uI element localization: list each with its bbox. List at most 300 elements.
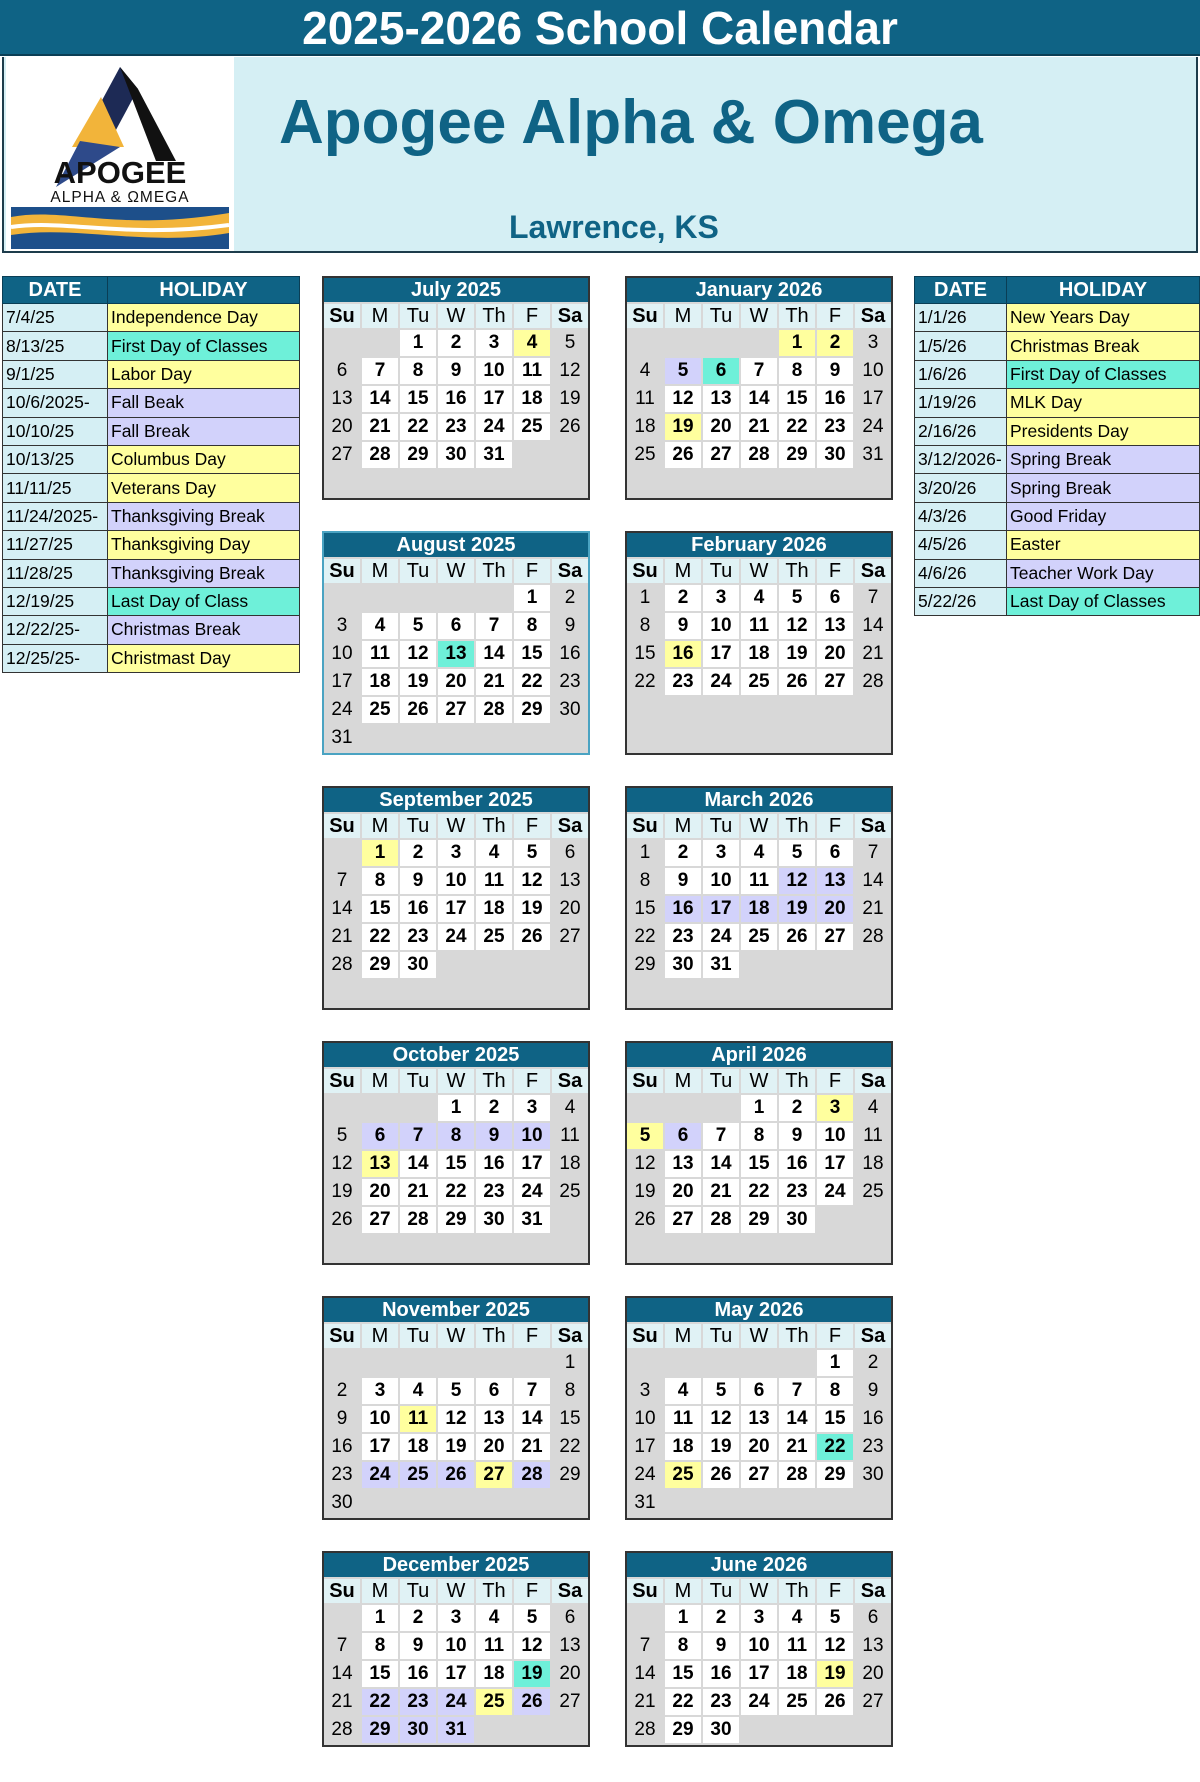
calendar-day: 11 bbox=[552, 1123, 588, 1149]
holiday-name: Labor Day bbox=[108, 360, 300, 388]
calendar-day: 10 bbox=[476, 358, 512, 384]
calendar-day: 4 bbox=[362, 613, 398, 639]
weekday-header: F bbox=[817, 559, 853, 583]
holiday-date: 11/28/25 bbox=[3, 559, 108, 587]
calendar-day: 12 bbox=[817, 1633, 853, 1659]
calendar-day: 6 bbox=[665, 1123, 701, 1149]
calendar-day: 4 bbox=[627, 358, 663, 384]
holiday-row bbox=[3, 502, 300, 530]
calendar-day: 3 bbox=[362, 1378, 398, 1404]
calendar-day: 23 bbox=[438, 414, 474, 440]
empty-day bbox=[741, 330, 777, 356]
empty-day bbox=[514, 1490, 550, 1516]
calendar-day: 7 bbox=[741, 358, 777, 384]
weekday-header: Tu bbox=[703, 1324, 739, 1348]
calendar-day: 15 bbox=[817, 1406, 853, 1432]
calendar-day: 13 bbox=[362, 1151, 398, 1177]
weekday-header: M bbox=[665, 814, 701, 838]
apogee-logo-icon bbox=[6, 57, 234, 251]
calendar-day: 16 bbox=[817, 386, 853, 412]
calendar-day: 18 bbox=[552, 1151, 588, 1177]
holiday-name: First Day of Classes bbox=[1007, 360, 1200, 388]
holiday-date: 7/4/25 bbox=[3, 304, 108, 332]
empty-day bbox=[400, 1350, 436, 1376]
holiday-date: 1/6/26 bbox=[915, 360, 1007, 388]
calendar-day: 21 bbox=[779, 1434, 815, 1460]
calendar-day: 9 bbox=[438, 358, 474, 384]
calendar-day: 7 bbox=[627, 1633, 663, 1659]
calendar-day: 18 bbox=[779, 1661, 815, 1687]
calendar-day: 3 bbox=[703, 840, 739, 866]
empty-day bbox=[324, 980, 360, 1006]
weekday-header: W bbox=[741, 814, 777, 838]
weekday-header: Th bbox=[476, 1579, 512, 1603]
calendar-day: 19 bbox=[779, 896, 815, 922]
weekday-header: F bbox=[817, 814, 853, 838]
calendar-day: 19 bbox=[514, 896, 550, 922]
month-title: August 2025 bbox=[324, 533, 588, 557]
empty-day bbox=[438, 1235, 474, 1261]
calendar-day: 8 bbox=[779, 358, 815, 384]
calendar-day: 14 bbox=[324, 1661, 360, 1687]
calendar-day: 1 bbox=[817, 1350, 853, 1376]
calendar-day: 23 bbox=[665, 669, 701, 695]
calendar-day: 15 bbox=[514, 641, 550, 667]
weekday-header: W bbox=[741, 1579, 777, 1603]
calendar-day: 30 bbox=[476, 1207, 512, 1233]
calendar-day: 6 bbox=[817, 585, 853, 611]
calendar-day: 25 bbox=[400, 1462, 436, 1488]
empty-day bbox=[779, 470, 815, 496]
holiday-row bbox=[915, 531, 1200, 559]
calendar-day: 1 bbox=[514, 585, 550, 611]
calendar-day: 21 bbox=[476, 669, 512, 695]
holiday-row bbox=[915, 389, 1200, 417]
calendar-day: 1 bbox=[438, 1095, 474, 1121]
calendar-day: 16 bbox=[476, 1151, 512, 1177]
calendar-day: 6 bbox=[324, 358, 360, 384]
weekday-header: M bbox=[362, 304, 398, 328]
empty-day bbox=[400, 725, 436, 751]
weekday-header: F bbox=[514, 304, 550, 328]
calendar-day: 24 bbox=[438, 924, 474, 950]
empty-day bbox=[703, 1350, 739, 1376]
calendar-day: 8 bbox=[627, 868, 663, 894]
calendar-day: 23 bbox=[817, 414, 853, 440]
empty-day bbox=[400, 470, 436, 496]
calendar-day: 2 bbox=[324, 1378, 360, 1404]
holiday-row bbox=[915, 332, 1200, 360]
calendar-day: 24 bbox=[741, 1689, 777, 1715]
weekday-header: F bbox=[514, 1324, 550, 1348]
empty-day bbox=[665, 725, 701, 751]
calendar-day: 12 bbox=[665, 386, 701, 412]
calendar-day: 13 bbox=[552, 1633, 588, 1659]
calendar-day: 5 bbox=[627, 1123, 663, 1149]
calendar-day: 29 bbox=[741, 1207, 777, 1233]
empty-day bbox=[324, 585, 360, 611]
calendar-day: 11 bbox=[627, 386, 663, 412]
weekday-header: M bbox=[665, 1579, 701, 1603]
calendar-day: 5 bbox=[779, 585, 815, 611]
holiday-name: Spring Break bbox=[1007, 474, 1200, 502]
calendar-day: 23 bbox=[400, 924, 436, 950]
empty-day bbox=[703, 697, 739, 723]
calendar-day: 31 bbox=[855, 442, 891, 468]
weekday-header: M bbox=[665, 304, 701, 328]
calendar-day: 18 bbox=[741, 641, 777, 667]
calendar-day: 28 bbox=[476, 697, 512, 723]
weekday-header: Su bbox=[324, 1579, 360, 1603]
calendar-day: 27 bbox=[552, 924, 588, 950]
weekday-header: Su bbox=[627, 304, 663, 328]
weekday-header: M bbox=[665, 1069, 701, 1093]
calendar-day: 8 bbox=[552, 1378, 588, 1404]
calendar-day: 4 bbox=[741, 585, 777, 611]
empty-day bbox=[817, 1207, 853, 1233]
calendar-day: 3 bbox=[817, 1095, 853, 1121]
weekday-header: Su bbox=[324, 1069, 360, 1093]
calendar-day: 25 bbox=[627, 442, 663, 468]
empty-day bbox=[665, 1095, 701, 1121]
calendar-day: 2 bbox=[855, 1350, 891, 1376]
calendar-day: 30 bbox=[779, 1207, 815, 1233]
calendar-day: 26 bbox=[665, 442, 701, 468]
school-banner bbox=[2, 57, 1198, 253]
calendar-day: 10 bbox=[855, 358, 891, 384]
empty-day bbox=[817, 1490, 853, 1516]
calendar-day: 28 bbox=[741, 442, 777, 468]
calendar-day: 6 bbox=[703, 358, 739, 384]
calendar-day: 8 bbox=[665, 1633, 701, 1659]
month-calendar bbox=[322, 786, 590, 1010]
calendar-day: 13 bbox=[552, 868, 588, 894]
weekday-header: Tu bbox=[703, 1069, 739, 1093]
calendar-day: 20 bbox=[817, 641, 853, 667]
calendar-day: 22 bbox=[400, 414, 436, 440]
calendar-day: 8 bbox=[362, 1633, 398, 1659]
calendar-day: 22 bbox=[817, 1434, 853, 1460]
weekday-header: Sa bbox=[552, 1069, 588, 1093]
calendar-day: 2 bbox=[665, 585, 701, 611]
holiday-name: Veterans Day bbox=[108, 474, 300, 502]
calendar-day: 14 bbox=[703, 1151, 739, 1177]
month-calendar bbox=[625, 531, 893, 755]
holiday-row bbox=[915, 587, 1200, 615]
month-title: July 2025 bbox=[324, 278, 588, 302]
empty-day bbox=[665, 1235, 701, 1261]
calendar-day: 14 bbox=[855, 613, 891, 639]
empty-day bbox=[552, 470, 588, 496]
empty-day bbox=[779, 725, 815, 751]
calendar-day: 16 bbox=[400, 896, 436, 922]
calendar-day: 7 bbox=[855, 585, 891, 611]
empty-day bbox=[362, 980, 398, 1006]
empty-day bbox=[627, 330, 663, 356]
calendar-day: 28 bbox=[855, 669, 891, 695]
month-calendar bbox=[322, 1041, 590, 1265]
empty-day bbox=[324, 840, 360, 866]
calendar-day: 10 bbox=[438, 1633, 474, 1659]
calendar-day: 14 bbox=[476, 641, 512, 667]
fall-holiday-table bbox=[2, 276, 300, 673]
calendar-day: 16 bbox=[665, 896, 701, 922]
empty-day bbox=[552, 980, 588, 1006]
empty-day bbox=[741, 470, 777, 496]
weekday-header: W bbox=[741, 304, 777, 328]
month-calendar bbox=[322, 1551, 590, 1747]
calendar-day: 27 bbox=[362, 1207, 398, 1233]
calendar-day: 16 bbox=[324, 1434, 360, 1460]
calendar-day: 1 bbox=[779, 330, 815, 356]
calendar-day: 16 bbox=[665, 641, 701, 667]
weekday-header: M bbox=[362, 1069, 398, 1093]
weekday-header: W bbox=[438, 814, 474, 838]
calendar-day: 12 bbox=[400, 641, 436, 667]
calendar-day: 17 bbox=[438, 1661, 474, 1687]
calendar-day: 11 bbox=[476, 868, 512, 894]
calendar-day: 15 bbox=[438, 1151, 474, 1177]
empty-day bbox=[552, 1717, 588, 1743]
weekday-header: Su bbox=[627, 1324, 663, 1348]
calendar-day: 27 bbox=[552, 1689, 588, 1715]
calendar-day: 31 bbox=[438, 1717, 474, 1743]
empty-day bbox=[400, 1490, 436, 1516]
calendar-day: 13 bbox=[476, 1406, 512, 1432]
calendar-day: 8 bbox=[400, 358, 436, 384]
calendar-day: 5 bbox=[703, 1378, 739, 1404]
empty-day bbox=[514, 1350, 550, 1376]
empty-day bbox=[476, 470, 512, 496]
empty-day bbox=[476, 1717, 512, 1743]
calendar-day: 24 bbox=[362, 1462, 398, 1488]
holiday-date: 1/5/26 bbox=[915, 332, 1007, 360]
weekday-header: Th bbox=[779, 814, 815, 838]
calendar-day: 9 bbox=[665, 613, 701, 639]
calendar-day: 22 bbox=[627, 924, 663, 950]
calendar-day: 3 bbox=[741, 1605, 777, 1631]
holiday-row bbox=[915, 360, 1200, 388]
calendar-day: 22 bbox=[514, 669, 550, 695]
empty-day bbox=[627, 470, 663, 496]
holiday-row bbox=[3, 559, 300, 587]
calendar-day: 14 bbox=[362, 386, 398, 412]
holiday-date: 1/1/26 bbox=[915, 304, 1007, 332]
empty-day bbox=[438, 952, 474, 978]
calendar-day: 9 bbox=[476, 1123, 512, 1149]
empty-day bbox=[779, 1350, 815, 1376]
empty-day bbox=[627, 980, 663, 1006]
calendar-day: 12 bbox=[627, 1151, 663, 1177]
weekday-header: Sa bbox=[552, 304, 588, 328]
calendar-day: 23 bbox=[400, 1689, 436, 1715]
empty-day bbox=[665, 470, 701, 496]
calendar-day: 15 bbox=[741, 1151, 777, 1177]
calendar-day: 4 bbox=[665, 1378, 701, 1404]
empty-day bbox=[438, 585, 474, 611]
weekday-header: M bbox=[665, 1324, 701, 1348]
weekday-header: W bbox=[438, 1324, 474, 1348]
calendar-day: 5 bbox=[779, 840, 815, 866]
holiday-row bbox=[3, 332, 300, 360]
empty-day bbox=[400, 980, 436, 1006]
calendar-day: 22 bbox=[665, 1689, 701, 1715]
month-calendar bbox=[625, 1041, 893, 1265]
calendar-day: 4 bbox=[779, 1605, 815, 1631]
calendar-day: 6 bbox=[817, 840, 853, 866]
empty-day bbox=[779, 980, 815, 1006]
calendar-day: 7 bbox=[324, 868, 360, 894]
calendar-day: 10 bbox=[514, 1123, 550, 1149]
holiday-column-header: HOLIDAY bbox=[1007, 277, 1200, 304]
weekday-header: Sa bbox=[855, 1579, 891, 1603]
calendar-day: 21 bbox=[400, 1179, 436, 1205]
calendar-day: 25 bbox=[476, 924, 512, 950]
calendar-day: 7 bbox=[779, 1378, 815, 1404]
calendar-day: 25 bbox=[741, 924, 777, 950]
holiday-row bbox=[3, 616, 300, 644]
calendar-day: 6 bbox=[476, 1378, 512, 1404]
calendar-day: 29 bbox=[400, 442, 436, 468]
holiday-row bbox=[915, 502, 1200, 530]
empty-day bbox=[552, 1235, 588, 1261]
empty-day bbox=[817, 1717, 853, 1743]
weekday-header: Tu bbox=[400, 559, 436, 583]
empty-day bbox=[817, 1235, 853, 1261]
weekday-header: W bbox=[741, 1069, 777, 1093]
calendar-day: 26 bbox=[514, 924, 550, 950]
empty-day bbox=[514, 470, 550, 496]
calendar-day: 5 bbox=[400, 613, 436, 639]
holiday-date: 5/22/26 bbox=[915, 587, 1007, 615]
calendar-day: 2 bbox=[438, 330, 474, 356]
calendar-day: 14 bbox=[855, 868, 891, 894]
holiday-date: 3/20/26 bbox=[915, 474, 1007, 502]
page-title: 2025-2026 School Calendar bbox=[0, 0, 1200, 56]
holiday-date: 3/12/2026- bbox=[915, 445, 1007, 473]
weekday-header: Sa bbox=[552, 559, 588, 583]
empty-day bbox=[855, 697, 891, 723]
calendar-day: 25 bbox=[741, 669, 777, 695]
empty-day bbox=[817, 470, 853, 496]
calendar-day: 18 bbox=[400, 1434, 436, 1460]
calendar-day: 13 bbox=[855, 1633, 891, 1659]
calendar-day: 21 bbox=[514, 1434, 550, 1460]
weekday-header: Th bbox=[476, 304, 512, 328]
calendar-day: 24 bbox=[703, 669, 739, 695]
calendar-day: 18 bbox=[362, 669, 398, 695]
calendar-day: 13 bbox=[703, 386, 739, 412]
calendar-day: 26 bbox=[438, 1462, 474, 1488]
calendar-day: 12 bbox=[779, 868, 815, 894]
calendar-day: 30 bbox=[817, 442, 853, 468]
holiday-row bbox=[3, 644, 300, 672]
calendar-day: 16 bbox=[855, 1406, 891, 1432]
calendar-day: 13 bbox=[817, 613, 853, 639]
empty-day bbox=[817, 980, 853, 1006]
calendar-day: 4 bbox=[741, 840, 777, 866]
holiday-row bbox=[915, 559, 1200, 587]
calendar-day: 2 bbox=[779, 1095, 815, 1121]
holiday-date: 12/19/25 bbox=[3, 587, 108, 615]
holiday-row bbox=[3, 474, 300, 502]
empty-day bbox=[438, 1350, 474, 1376]
holiday-date: 2/16/26 bbox=[915, 417, 1007, 445]
calendar-day: 9 bbox=[324, 1406, 360, 1432]
calendar-day: 16 bbox=[400, 1661, 436, 1687]
calendar-day: 26 bbox=[552, 414, 588, 440]
empty-day bbox=[627, 1350, 663, 1376]
school-logo bbox=[6, 57, 234, 251]
empty-day bbox=[779, 1235, 815, 1261]
holiday-date: 9/1/25 bbox=[3, 360, 108, 388]
empty-day bbox=[855, 952, 891, 978]
calendar-day: 19 bbox=[400, 669, 436, 695]
holiday-date: 10/6/2025- bbox=[3, 389, 108, 417]
empty-day bbox=[817, 697, 853, 723]
calendar-day: 3 bbox=[855, 330, 891, 356]
calendar-day: 22 bbox=[627, 669, 663, 695]
empty-day bbox=[855, 470, 891, 496]
calendar-day: 10 bbox=[703, 868, 739, 894]
holiday-name: New Years Day bbox=[1007, 304, 1200, 332]
calendar-day: 7 bbox=[400, 1123, 436, 1149]
weekday-header: Tu bbox=[400, 1579, 436, 1603]
empty-day bbox=[855, 725, 891, 751]
holiday-date: 1/19/26 bbox=[915, 389, 1007, 417]
date-column-header: DATE bbox=[915, 277, 1007, 304]
calendar-day: 19 bbox=[438, 1434, 474, 1460]
calendar-day: 1 bbox=[627, 840, 663, 866]
weekday-header: F bbox=[817, 1324, 853, 1348]
calendar-day: 17 bbox=[703, 641, 739, 667]
calendar-day: 30 bbox=[703, 1717, 739, 1743]
calendar-day: 25 bbox=[665, 1462, 701, 1488]
calendar-day: 14 bbox=[400, 1151, 436, 1177]
calendar-day: 29 bbox=[438, 1207, 474, 1233]
calendar-day: 18 bbox=[855, 1151, 891, 1177]
calendar-day: 10 bbox=[703, 613, 739, 639]
calendar-day: 2 bbox=[476, 1095, 512, 1121]
empty-day bbox=[703, 1095, 739, 1121]
calendar-day: 15 bbox=[552, 1406, 588, 1432]
calendar-day: 1 bbox=[400, 330, 436, 356]
empty-day bbox=[362, 330, 398, 356]
calendar-day: 16 bbox=[779, 1151, 815, 1177]
holiday-name: Thanksgiving Break bbox=[108, 502, 300, 530]
calendar-day: 2 bbox=[400, 1605, 436, 1631]
calendar-day: 23 bbox=[476, 1179, 512, 1205]
calendar-day: 19 bbox=[324, 1179, 360, 1205]
holiday-name: Fall Break bbox=[108, 417, 300, 445]
weekday-header: F bbox=[514, 1579, 550, 1603]
holiday-date: 11/11/25 bbox=[3, 474, 108, 502]
month-title: February 2026 bbox=[627, 533, 891, 557]
holiday-date: 8/13/25 bbox=[3, 332, 108, 360]
calendar-day: 20 bbox=[855, 1661, 891, 1687]
holiday-date: 10/13/25 bbox=[3, 445, 108, 473]
holiday-name: Spring Break bbox=[1007, 445, 1200, 473]
calendar-day: 11 bbox=[741, 613, 777, 639]
calendar-day: 18 bbox=[627, 414, 663, 440]
calendar-day: 1 bbox=[362, 1605, 398, 1631]
calendar-day: 8 bbox=[817, 1378, 853, 1404]
calendar-day: 29 bbox=[362, 952, 398, 978]
holiday-row bbox=[3, 531, 300, 559]
calendar-day: 19 bbox=[665, 414, 701, 440]
calendar-day: 7 bbox=[855, 840, 891, 866]
empty-day bbox=[362, 1095, 398, 1121]
